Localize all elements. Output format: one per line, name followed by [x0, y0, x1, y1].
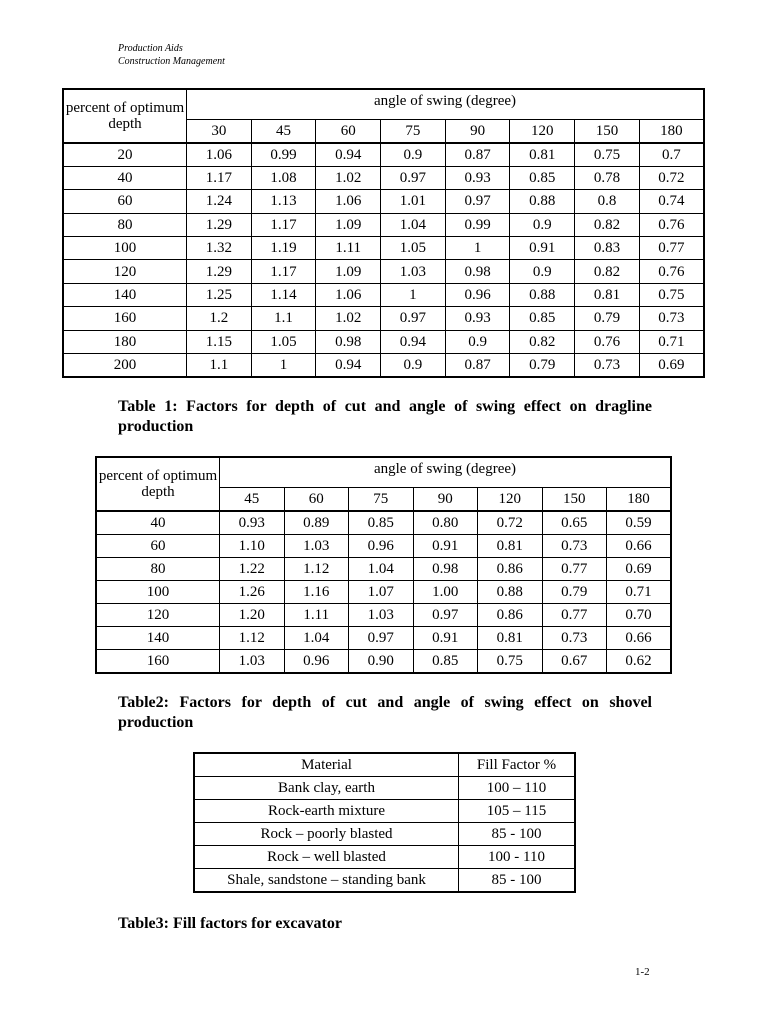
factor-cell: 1.03 [284, 534, 349, 557]
table-row [194, 777, 575, 800]
factor-cell: 0.72 [478, 511, 543, 535]
factor-cell: 0.66 [607, 626, 672, 649]
factor-cell: 0.85 [510, 307, 575, 330]
factor-cell: 1.05 [251, 330, 316, 353]
factor-cell: 1 [445, 237, 510, 260]
factor-cell: 0.97 [445, 190, 510, 213]
table-row [63, 354, 704, 378]
factor-cell: 0.93 [220, 511, 285, 535]
factor-cell: 1.02 [316, 166, 381, 189]
factor-cell: 1.26 [220, 580, 285, 603]
fill-factor-header: Fill Factor % [459, 753, 576, 777]
angle-header-cell: 45 [220, 487, 285, 511]
table-row [63, 307, 704, 330]
factor-cell: 1.01 [381, 190, 446, 213]
fill-factor-cell: 100 – 110 [459, 777, 576, 800]
angle-header-cell: 150 [575, 119, 640, 143]
factor-cell: 0.7 [639, 143, 704, 167]
depth-cell: 120 [63, 260, 187, 283]
depth-cell: 140 [96, 626, 220, 649]
table-row [194, 869, 575, 893]
row-header-cell: percent of optimum depth [63, 89, 187, 143]
factor-cell: 0.82 [575, 213, 640, 236]
factor-cell: 0.74 [639, 190, 704, 213]
factor-cell: 1.24 [187, 190, 252, 213]
factor-cell: 1.17 [251, 213, 316, 236]
factor-cell: 1.15 [187, 330, 252, 353]
factor-cell: 0.69 [639, 354, 704, 378]
factor-cell: 0.79 [575, 307, 640, 330]
factor-cell: 0.96 [445, 283, 510, 306]
fill-factor-cell: 105 – 115 [459, 800, 576, 823]
factor-cell: 0.76 [639, 213, 704, 236]
angle-header-cell: 120 [478, 487, 543, 511]
factor-cell: 1.05 [381, 237, 446, 260]
factor-cell: 0.75 [639, 283, 704, 306]
factor-cell: 1.00 [413, 580, 478, 603]
depth-cell: 40 [63, 166, 187, 189]
factor-cell: 0.75 [575, 143, 640, 167]
fill-factors-table [193, 752, 576, 893]
depth-cell: 60 [96, 534, 220, 557]
factor-cell: 0.79 [510, 354, 575, 378]
depth-cell: 20 [63, 143, 187, 167]
factor-cell: 0.85 [510, 166, 575, 189]
factor-cell: 0.75 [478, 649, 543, 673]
factor-cell: 0.87 [445, 354, 510, 378]
material-cell: Rock – well blasted [194, 846, 459, 869]
header-line-2: Construction Management [118, 56, 225, 67]
factor-cell: 0.98 [413, 557, 478, 580]
factor-cell: 0.79 [542, 580, 607, 603]
angle-group-header: angle of swing (degree) [187, 89, 705, 119]
factor-cell: 1.04 [349, 557, 414, 580]
factor-cell: 0.9 [381, 354, 446, 378]
factor-cell: 0.81 [575, 283, 640, 306]
factor-cell: 0.8 [575, 190, 640, 213]
table-row [63, 190, 704, 213]
factor-cell: 1.03 [349, 603, 414, 626]
factor-cell: 1.06 [187, 143, 252, 167]
table-row [63, 283, 704, 306]
factor-cell: 1.11 [284, 603, 349, 626]
factor-cell: 1.04 [381, 213, 446, 236]
factor-cell: 1.09 [316, 260, 381, 283]
material-cell: Shale, sandstone – standing bank [194, 869, 459, 893]
factor-cell: 0.81 [510, 143, 575, 167]
depth-cell: 120 [96, 603, 220, 626]
table-row [96, 626, 671, 649]
factor-cell: 1.09 [316, 213, 381, 236]
angle-header-cell: 75 [381, 119, 446, 143]
factor-cell: 0.99 [251, 143, 316, 167]
factor-cell: 0.86 [478, 603, 543, 626]
factor-cell: 0.97 [381, 166, 446, 189]
factor-cell: 0.82 [575, 260, 640, 283]
factor-cell: 0.77 [639, 237, 704, 260]
table-row [63, 260, 704, 283]
factor-cell: 1.08 [251, 166, 316, 189]
table-row [96, 603, 671, 626]
table-row [194, 800, 575, 823]
factor-cell: 1.13 [251, 190, 316, 213]
factor-cell: 1.32 [187, 237, 252, 260]
factor-cell: 1.16 [284, 580, 349, 603]
factor-cell: 0.97 [381, 307, 446, 330]
factor-cell: 0.70 [607, 603, 672, 626]
factor-cell: 0.73 [542, 626, 607, 649]
table-row [194, 823, 575, 846]
material-header: Material [194, 753, 459, 777]
factor-cell: 0.96 [284, 649, 349, 673]
factor-cell: 0.88 [478, 580, 543, 603]
depth-cell: 160 [96, 649, 220, 673]
factor-cell: 0.94 [381, 330, 446, 353]
factor-cell: 0.88 [510, 283, 575, 306]
factor-cell: 1.29 [187, 213, 252, 236]
depth-cell: 100 [96, 580, 220, 603]
factor-cell: 0.9 [510, 260, 575, 283]
depth-cell: 140 [63, 283, 187, 306]
material-cell: Rock-earth mixture [194, 800, 459, 823]
factor-cell: 0.87 [445, 143, 510, 167]
factor-cell: 0.71 [607, 580, 672, 603]
material-cell: Rock – poorly blasted [194, 823, 459, 846]
table-row [96, 557, 671, 580]
factor-cell: 0.77 [542, 557, 607, 580]
table-row [63, 330, 704, 353]
factor-cell: 1.11 [316, 237, 381, 260]
angle-header-cell: 90 [445, 119, 510, 143]
factor-cell: 0.76 [639, 260, 704, 283]
factor-cell: 0.97 [413, 603, 478, 626]
factor-cell: 0.72 [639, 166, 704, 189]
depth-cell: 80 [63, 213, 187, 236]
factor-cell: 1.1 [251, 307, 316, 330]
factor-cell: 0.67 [542, 649, 607, 673]
factor-cell: 1.12 [220, 626, 285, 649]
fill-factor-cell: 85 - 100 [459, 823, 576, 846]
depth-cell: 200 [63, 354, 187, 378]
factor-cell: 0.77 [542, 603, 607, 626]
angle-group-header: angle of swing (degree) [220, 457, 672, 487]
factor-cell: 1.22 [220, 557, 285, 580]
factor-cell: 0.73 [639, 307, 704, 330]
factor-cell: 0.9 [381, 143, 446, 167]
factor-cell: 0.9 [510, 213, 575, 236]
table-row [63, 237, 704, 260]
factor-cell: 0.81 [478, 534, 543, 557]
angle-header-cell: 60 [316, 119, 381, 143]
factor-cell: 0.80 [413, 511, 478, 535]
table-row [63, 166, 704, 189]
factor-cell: 0.81 [478, 626, 543, 649]
factor-cell: 1.17 [187, 166, 252, 189]
depth-cell: 160 [63, 307, 187, 330]
depth-cell: 180 [63, 330, 187, 353]
factor-cell: 1.29 [187, 260, 252, 283]
factor-cell: 0.65 [542, 511, 607, 535]
factor-cell: 1.06 [316, 283, 381, 306]
factor-cell: 0.82 [510, 330, 575, 353]
factor-cell: 0.94 [316, 143, 381, 167]
factor-cell: 1.07 [349, 580, 414, 603]
angle-header-cell: 180 [639, 119, 704, 143]
factor-cell: 0.91 [510, 237, 575, 260]
factor-cell: 0.83 [575, 237, 640, 260]
table-row [96, 649, 671, 673]
shovel-factors-table [95, 456, 672, 674]
factor-cell: 0.78 [575, 166, 640, 189]
fill-factor-cell: 100 - 110 [459, 846, 576, 869]
factor-cell: 0.71 [639, 330, 704, 353]
factor-cell: 0.76 [575, 330, 640, 353]
table-row [96, 534, 671, 557]
factor-cell: 1.12 [284, 557, 349, 580]
factor-cell: 0.86 [478, 557, 543, 580]
table-row [63, 213, 704, 236]
factor-cell: 1.20 [220, 603, 285, 626]
factor-cell: 0.90 [349, 649, 414, 673]
factor-cell: 0.89 [284, 511, 349, 535]
factor-cell: 0.99 [445, 213, 510, 236]
factor-cell: 1.10 [220, 534, 285, 557]
factor-cell: 0.62 [607, 649, 672, 673]
factor-cell: 1.03 [381, 260, 446, 283]
factor-cell: 1.19 [251, 237, 316, 260]
factor-cell: 0.66 [607, 534, 672, 557]
angle-header-cell: 75 [349, 487, 414, 511]
factor-cell: 0.91 [413, 534, 478, 557]
angle-header-cell: 150 [542, 487, 607, 511]
factor-cell: 0.93 [445, 307, 510, 330]
factor-cell: 0.93 [445, 166, 510, 189]
angle-header-cell: 60 [284, 487, 349, 511]
depth-cell: 80 [96, 557, 220, 580]
factor-cell: 1.2 [187, 307, 252, 330]
factor-cell: 0.98 [316, 330, 381, 353]
table-row [96, 580, 671, 603]
header-line-1: Production Aids [118, 43, 183, 54]
factor-cell: 1.17 [251, 260, 316, 283]
factor-cell: 0.94 [316, 354, 381, 378]
factor-cell: 0.91 [413, 626, 478, 649]
factor-cell: 1 [251, 354, 316, 378]
factor-cell: 0.9 [445, 330, 510, 353]
fill-factor-cell: 85 - 100 [459, 869, 576, 893]
angle-header-cell: 30 [187, 119, 252, 143]
angle-header-cell: 45 [251, 119, 316, 143]
factor-cell: 0.73 [542, 534, 607, 557]
factor-cell: 1.1 [187, 354, 252, 378]
dragline-factors-table [62, 88, 705, 378]
factor-cell: 1 [381, 283, 446, 306]
factor-cell: 0.73 [575, 354, 640, 378]
factor-cell: 0.85 [413, 649, 478, 673]
factor-cell: 1.06 [316, 190, 381, 213]
factor-cell: 0.85 [349, 511, 414, 535]
factor-cell: 0.97 [349, 626, 414, 649]
table-row [194, 846, 575, 869]
table1-caption: Table 1: Factors for depth of cut and angle of swing effect on dragline production [118, 398, 652, 435]
row-header-cell: percent of optimum depth [96, 457, 220, 511]
angle-header-cell: 120 [510, 119, 575, 143]
factor-cell: 1.02 [316, 307, 381, 330]
depth-cell: 100 [63, 237, 187, 260]
factor-cell: 1.25 [187, 283, 252, 306]
factor-cell: 0.98 [445, 260, 510, 283]
table3-caption: Table3: Fill factors for excavator [118, 915, 342, 932]
depth-cell: 40 [96, 511, 220, 535]
angle-header-cell: 180 [607, 487, 672, 511]
factor-cell: 1.14 [251, 283, 316, 306]
table-row [96, 511, 671, 535]
table-row [63, 143, 704, 167]
factor-cell: 0.88 [510, 190, 575, 213]
factor-cell: 0.69 [607, 557, 672, 580]
table2-caption: Table2: Factors for depth of cut and angle of swing effect on shovel production [118, 694, 652, 731]
running-header [118, 42, 225, 68]
page-number: 1-2 [635, 966, 650, 978]
factor-cell: 0.96 [349, 534, 414, 557]
material-cell: Bank clay, earth [194, 777, 459, 800]
angle-header-cell: 90 [413, 487, 478, 511]
factor-cell: 1.04 [284, 626, 349, 649]
factor-cell: 0.59 [607, 511, 672, 535]
depth-cell: 60 [63, 190, 187, 213]
factor-cell: 1.03 [220, 649, 285, 673]
